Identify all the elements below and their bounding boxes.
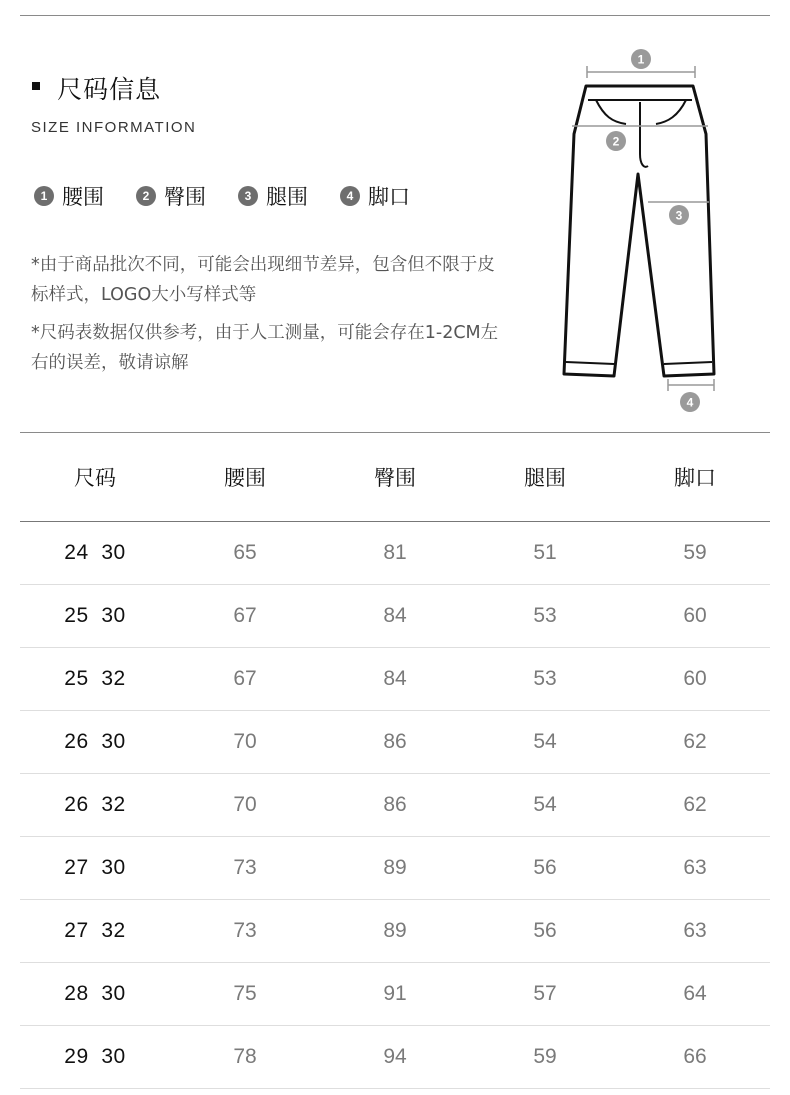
size-notes [31, 250, 501, 386]
thigh-cell: 54 [533, 793, 557, 816]
size-cell: 29 30 [64, 1045, 126, 1068]
header-size: 尺码 [74, 466, 116, 490]
hem-cell: 64 [683, 982, 707, 1005]
thigh-cell: 57 [533, 982, 557, 1005]
thigh-cell: 56 [533, 919, 557, 942]
size-table [20, 433, 770, 1089]
waist-cell: 67 [233, 604, 257, 627]
page-subtitle: SIZE INFORMATION [31, 119, 197, 136]
marker-1-icon [631, 49, 651, 69]
header-thigh: 腿围 [524, 466, 566, 490]
thigh-cell: 54 [533, 730, 557, 753]
svg-text:1: 1 [637, 52, 645, 67]
size-cell: 25 32 [64, 667, 126, 690]
marker-4-icon [680, 392, 700, 412]
number-4-icon: 4 [340, 186, 360, 206]
size-cell: 25 30 [64, 604, 126, 627]
table-row [20, 711, 770, 774]
legend-label: 腿围 [266, 185, 308, 209]
size-cell: 26 30 [64, 730, 126, 753]
thigh-cell: 59 [533, 1045, 557, 1068]
measurement-legend [34, 181, 442, 211]
legend-item-waist [34, 181, 104, 211]
table-row [20, 522, 770, 585]
table-row [20, 963, 770, 1026]
legend-item-thigh [238, 181, 308, 211]
table-header [20, 433, 770, 521]
hem-cell: 66 [683, 1045, 707, 1068]
marker-2-icon [606, 131, 626, 151]
hem-cell: 62 [683, 793, 707, 816]
waist-cell: 73 [233, 856, 257, 879]
header-hem: 脚口 [674, 466, 716, 490]
section-title [32, 70, 161, 106]
marker-3-icon [669, 205, 689, 225]
thigh-cell: 53 [533, 667, 557, 690]
thigh-cell: 56 [533, 856, 557, 879]
waist-cell: 78 [233, 1045, 257, 1068]
pants-measurement-diagram [556, 44, 726, 420]
number-3-icon: 3 [238, 186, 258, 206]
table-row [20, 774, 770, 837]
header-divider [20, 521, 770, 522]
table-row [20, 1026, 770, 1089]
thigh-cell: 51 [533, 541, 557, 564]
hem-cell: 63 [683, 919, 707, 942]
number-2-icon: 2 [136, 186, 156, 206]
hem-cell: 62 [683, 730, 707, 753]
hip-cell: 89 [383, 856, 407, 879]
waist-cell: 73 [233, 919, 257, 942]
table-row [20, 648, 770, 711]
size-cell: 26 32 [64, 793, 126, 816]
note-batch-difference: *由于商品批次不同，可能会出现细节差异，包含但不限于皮标样式，LOGO大小写样式等 [31, 255, 495, 305]
hip-cell: 84 [383, 604, 407, 627]
table-row [20, 900, 770, 963]
legend-item-hip [136, 181, 206, 211]
svg-text:2: 2 [612, 134, 620, 149]
table-row [20, 585, 770, 648]
hip-cell: 94 [383, 1045, 407, 1068]
title-bullet-icon [32, 82, 40, 90]
top-divider [20, 15, 770, 16]
number-1-icon: 1 [34, 186, 54, 206]
waist-cell: 75 [233, 982, 257, 1005]
size-cell: 27 32 [64, 919, 126, 942]
hem-measure-line [668, 379, 714, 391]
hip-cell: 84 [383, 667, 407, 690]
size-cell: 24 30 [64, 541, 126, 564]
legend-item-hem [340, 181, 410, 211]
legend-label: 腰围 [62, 185, 104, 209]
legend-label: 臀围 [164, 185, 206, 209]
table-row [20, 837, 770, 900]
hem-cell: 59 [683, 541, 707, 564]
hem-cell: 60 [683, 604, 707, 627]
hip-cell: 91 [383, 982, 407, 1005]
hip-cell: 86 [383, 793, 407, 816]
hip-cell: 81 [383, 541, 407, 564]
thigh-cell: 53 [533, 604, 557, 627]
size-cell: 28 30 [64, 982, 126, 1005]
page-title: 尺码信息 [57, 75, 162, 104]
waist-cell: 65 [233, 541, 257, 564]
size-cell: 27 30 [64, 856, 126, 879]
waist-cell: 70 [233, 730, 257, 753]
hip-cell: 89 [383, 919, 407, 942]
waist-cell: 67 [233, 667, 257, 690]
legend-label: 脚口 [368, 185, 410, 209]
note-measurement-error: *尺码表数据仅供参考，由于人工测量，可能会存在1-2CM左右的误差，敬请谅解 [31, 323, 499, 373]
hip-cell: 86 [383, 730, 407, 753]
pants-outline [564, 86, 714, 376]
hem-cell: 63 [683, 856, 707, 879]
hem-cell: 60 [683, 667, 707, 690]
svg-text:4: 4 [686, 395, 694, 410]
svg-text:3: 3 [675, 208, 683, 223]
header-hip: 臀围 [374, 466, 416, 490]
header-waist: 腰围 [224, 466, 266, 490]
waist-cell: 70 [233, 793, 257, 816]
